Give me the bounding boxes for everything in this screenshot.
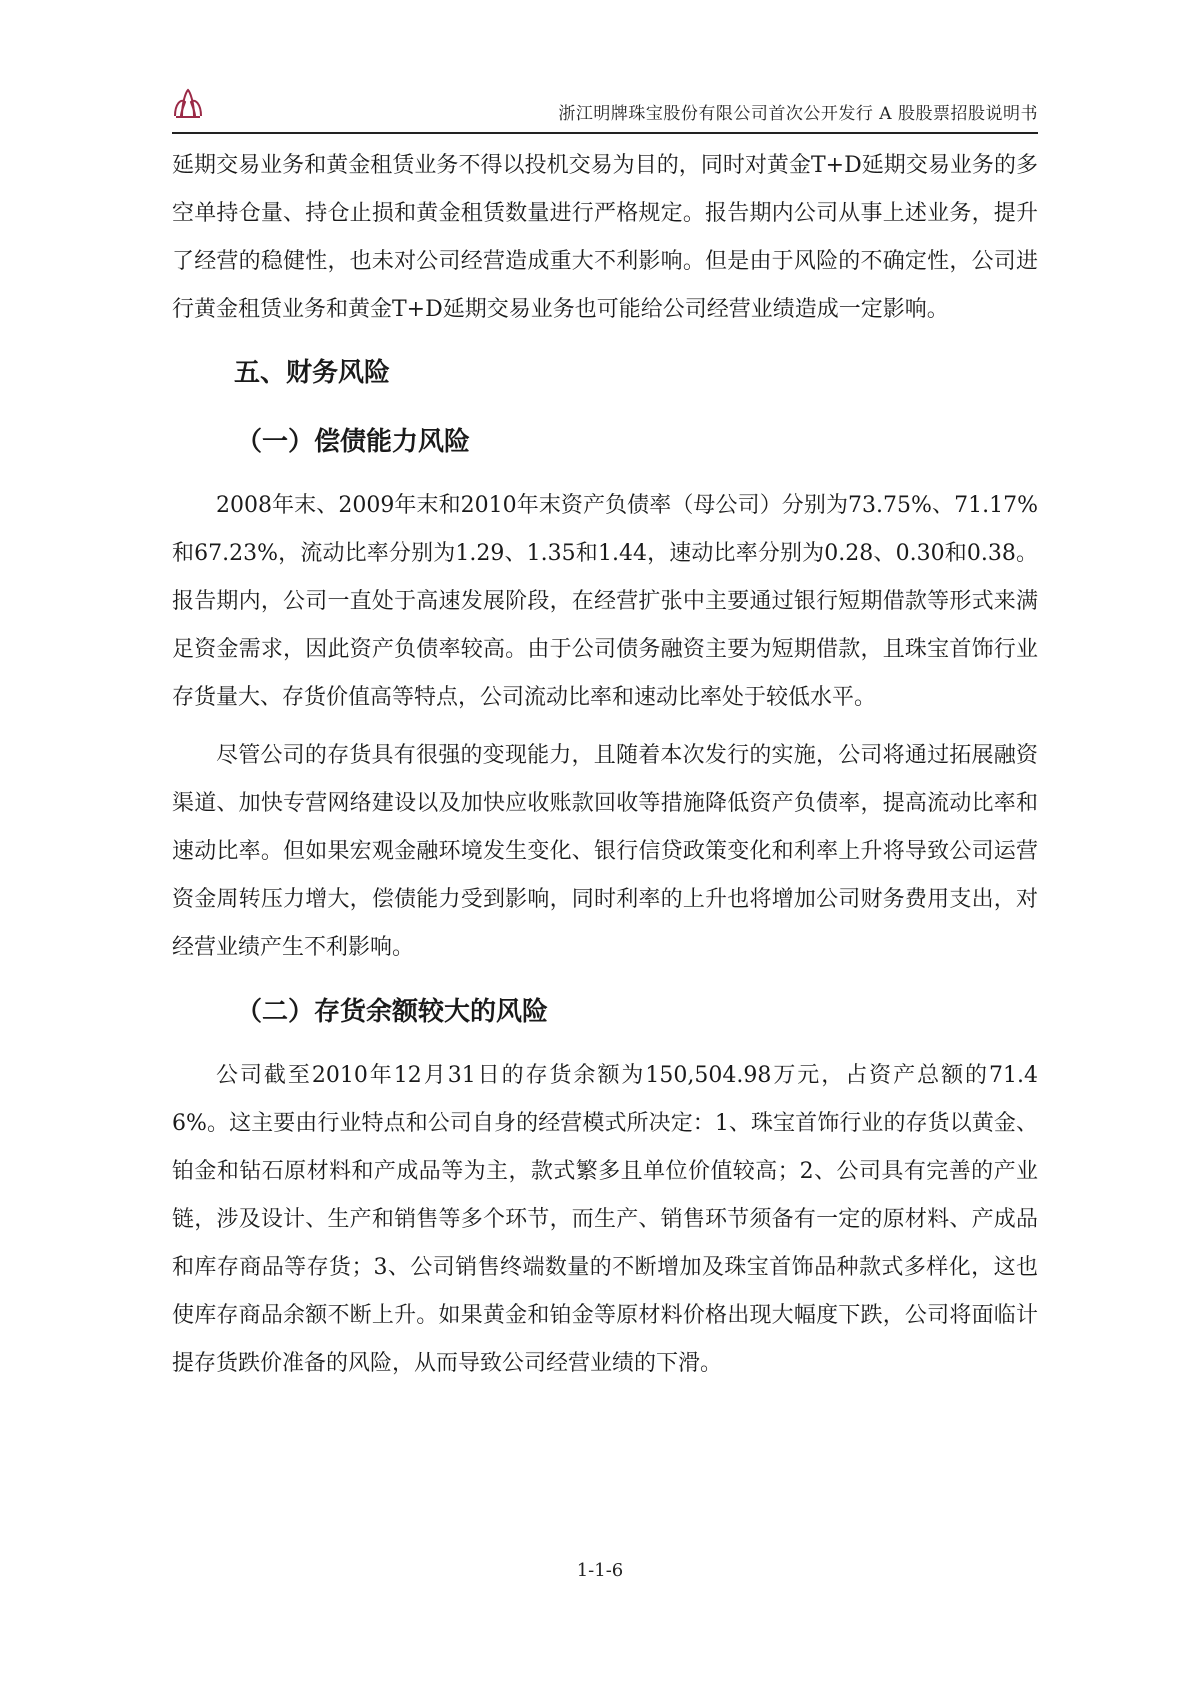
company-logo-icon	[172, 86, 204, 120]
subsection-title-solvency-risk: （一）偿债能力风险	[236, 427, 471, 457]
subsection-title-inventory-risk: （二）存货余额较大的风险	[236, 997, 549, 1027]
document-title: 浙江明牌珠宝股份有限公司首次公开发行 A 股股票招股说明书	[558, 104, 1038, 124]
page-number: 1-1-6	[576, 1560, 624, 1581]
solvency-paragraph-2: 尽管公司的存货具有很强的变现能力，且随着本次发行的实施，公司将通过拓展融资渠道、加快专营网络建设以及加快应收账款回收等措施降低资产负债率，提高流动比率和速动比率。但如果宏观金融环境发生变化、银行信贷政策变化和利率上升将导致公司运营资金周转压力增大，偿债能力受到影响，同时利率的上升也将增加公司财务费用支出，对经营业绩产生不利影响。	[172, 743, 1038, 960]
inventory-paragraph: 公司截至2010年12月31日的存货余额为150,504.98万元，占资产总额的71.46%。这主要由行业特点和公司自身的经营模式所决定：1、珠宝首饰行业的存货以黄金、铂金和钻石原材料和产成品等为主，款式繁多且单位价值较高；2、公司具有完善的产业链，涉及设计、生产和销售等多个环节，而生产、销售环节须备有一定的原材料、产成品和库存商品等存货；3、公司销售终端数量的不断增加及珠宝首饰品种款式多样化，这也使库存商品余额不断上升。如果黄金和铂金等原材料价格出现大幅度下跌，公司将面临计提存货跌价准备的风险，从而导致公司经营业绩的下滑。	[172, 1063, 1038, 1376]
page-header	[172, 82, 1038, 134]
solvency-paragraph-1: 2008年末、2009年末和2010年末资产负债率（母公司）分别为73.75%、71.17%和67.23%，流动比率分别为1.29、1.35和1.44，速动比率分别为0.28、0.30和0.38。报告期内，公司一直处于高速发展阶段，在经营扩张中主要通过银行短期借款等形式来满足资金需求，因此资产负债率较高。由于公司债务融资主要为短期借款，且珠宝首饰行业存货量大、存货价值高等特点，公司流动比率和速动比率处于较低水平。	[172, 493, 1038, 710]
intro-paragraph: 延期交易业务和黄金租赁业务不得以投机交易为目的，同时对黄金T+D延期交易业务的多空单持仓量、持仓止损和黄金租赁数量进行严格规定。报告期内公司从事上述业务，提升了经营的稳健性，也未对公司经营造成重大不利影响。但是由于风险的不确定性，公司进行黄金租赁业务和黄金T+D延期交易业务也可能给公司经营业绩造成一定影响。	[172, 153, 1038, 322]
section-title-financial-risk: 五、财务风险	[234, 358, 391, 388]
page-content	[172, 142, 1038, 1398]
